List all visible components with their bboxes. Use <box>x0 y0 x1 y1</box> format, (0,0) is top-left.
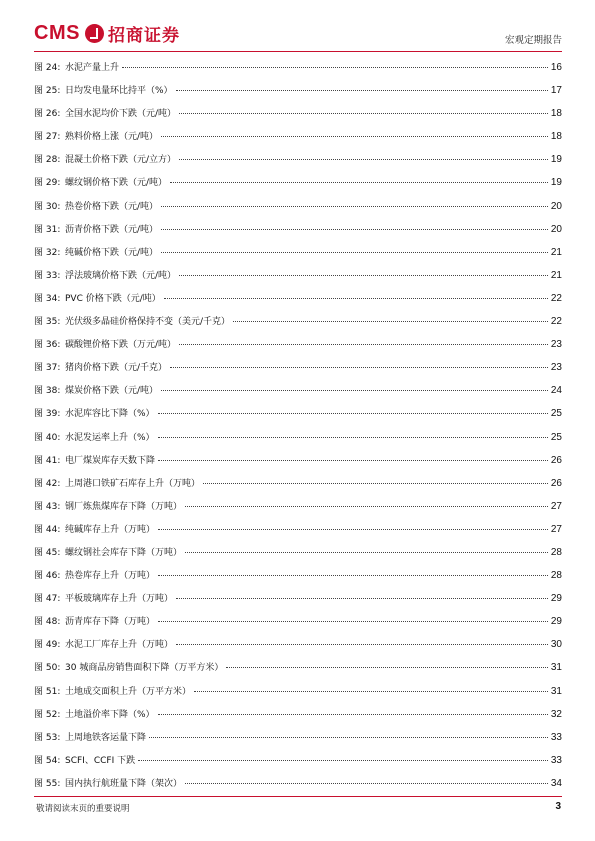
toc-page-number: 34 <box>550 777 562 789</box>
logo-chinese-name: 招商证券 <box>107 26 180 46</box>
toc-leader-dots <box>161 390 548 391</box>
toc-figure-title: 猪肉价格下跌（元/千克） <box>65 363 168 374</box>
toc-entry[interactable] <box>34 730 562 753</box>
toc-leader-dots <box>138 760 548 761</box>
toc-leader-dots <box>194 691 548 692</box>
toc-page-number: 19 <box>550 177 562 189</box>
toc-figure-number: 图 27: <box>34 132 61 143</box>
toc-page-number: 28 <box>550 570 562 582</box>
toc-leader-dots <box>158 714 548 715</box>
toc-entry[interactable] <box>34 453 562 476</box>
toc-figure-number: 图 44: <box>34 524 61 535</box>
logo-latin: CMS <box>34 22 80 44</box>
toc-figure-title: 水泥发运率上升（%） <box>65 432 155 443</box>
toc-entry[interactable] <box>34 545 562 568</box>
toc-leader-dots <box>158 460 548 461</box>
toc-leader-dots <box>176 90 548 91</box>
toc-page-number: 16 <box>550 62 562 73</box>
toc-figure-number: 图 43: <box>34 501 61 512</box>
logo-emblem-icon <box>85 24 104 43</box>
toc-figure-title: 上周港口铁矿石库存上升（万吨） <box>65 478 201 489</box>
toc-entry[interactable] <box>34 707 562 730</box>
toc-figure-number: 图 28: <box>34 155 61 166</box>
toc-figure-number: 图 36: <box>34 340 61 351</box>
toc-figure-title: 土地溢价率下降（%） <box>65 709 155 720</box>
toc-leader-dots <box>170 182 548 183</box>
toc-figure-title: 土地成交面积上升（万平方米） <box>65 686 192 697</box>
toc-figure-number: 图 25: <box>34 86 61 97</box>
toc-entry[interactable] <box>34 129 562 152</box>
footer-disclaimer: 敬请阅读末页的重要说明 <box>36 804 130 814</box>
toc-entry[interactable] <box>34 268 562 291</box>
toc-figure-title: 混凝土价格下跌（元/立方） <box>65 155 177 166</box>
toc-leader-dots <box>179 344 548 345</box>
toc-entry[interactable] <box>34 314 562 337</box>
toc-leader-dots <box>185 552 548 553</box>
report-type: 宏观定期报告 <box>504 35 562 46</box>
toc-leader-dots <box>179 113 548 114</box>
toc-figure-number: 图 51: <box>34 686 61 697</box>
toc-leader-dots <box>158 529 548 530</box>
toc-figure-number: 图 31: <box>34 224 61 235</box>
toc-figure-number: 图 55: <box>34 778 61 789</box>
toc-figure-title: 水泥库容比下降（%） <box>65 409 155 420</box>
toc-figure-number: 图 40: <box>34 432 61 443</box>
toc-page-number: 25 <box>550 408 562 420</box>
toc-entry[interactable] <box>34 522 562 545</box>
toc-leader-dots <box>161 206 548 207</box>
toc-entry[interactable] <box>34 199 562 222</box>
toc-figure-number: 图 32: <box>34 247 61 258</box>
toc-leader-dots <box>203 483 548 484</box>
toc-figure-number: 图 34: <box>34 293 61 304</box>
toc-figure-number: 图 42: <box>34 478 61 489</box>
toc-entry[interactable] <box>34 684 562 707</box>
toc-page-number: 21 <box>550 269 562 281</box>
toc-figure-number: 图 29: <box>34 178 61 189</box>
toc-figure-number: 图 53: <box>34 732 61 743</box>
toc-figure-number: 图 38: <box>34 386 61 397</box>
figure-index <box>34 60 562 799</box>
toc-page-number: 18 <box>550 131 562 143</box>
toc-entry[interactable] <box>34 83 562 106</box>
toc-page-number: 25 <box>550 431 562 443</box>
toc-leader-dots <box>185 506 548 507</box>
toc-page-number: 31 <box>550 662 562 674</box>
toc-figure-title: 煤炭价格下跌（元/吨） <box>65 386 159 397</box>
toc-figure-title: 钢厂炼焦煤库存下降（万吨） <box>65 501 183 512</box>
toc-figure-number: 图 47: <box>34 594 61 605</box>
toc-leader-dots <box>179 275 548 276</box>
toc-figure-number: 图 35: <box>34 317 61 328</box>
toc-figure-number: 图 33: <box>34 270 61 281</box>
toc-figure-title: 螺纹钢社会库存下降（万吨） <box>65 547 183 558</box>
toc-leader-dots <box>158 437 548 438</box>
toc-page-number: 23 <box>550 339 562 351</box>
toc-leader-dots <box>164 298 548 299</box>
toc-leader-dots <box>161 229 548 230</box>
toc-leader-dots <box>226 667 548 668</box>
toc-figure-title: 浮法玻璃价格下跌（元/吨） <box>65 270 177 281</box>
toc-page-number: 20 <box>550 200 562 212</box>
toc-figure-number: 图 49: <box>34 640 61 651</box>
toc-entry[interactable] <box>34 753 562 776</box>
page-number: 3 <box>555 801 561 812</box>
toc-page-number: 20 <box>550 223 562 235</box>
toc-entry[interactable] <box>34 383 562 406</box>
toc-entry[interactable] <box>34 637 562 660</box>
toc-entry[interactable] <box>34 499 562 522</box>
toc-figure-title: 热卷库存上升（万吨） <box>65 571 156 582</box>
toc-figure-title: 水泥产量上升 <box>65 63 120 73</box>
page-header <box>34 18 562 54</box>
toc-leader-dots <box>161 252 548 253</box>
toc-entry[interactable] <box>34 614 562 637</box>
toc-figure-number: 图 46: <box>34 571 61 582</box>
toc-leader-dots <box>170 367 548 368</box>
toc-figure-number: 图 52: <box>34 709 61 720</box>
toc-page-number: 21 <box>550 246 562 258</box>
toc-leader-dots <box>176 644 548 645</box>
toc-entry[interactable] <box>34 591 562 614</box>
toc-page-number: 26 <box>550 477 562 489</box>
toc-entry[interactable] <box>34 60 562 83</box>
toc-page-number: 27 <box>550 523 562 535</box>
toc-figure-title: 上周地铁客运量下降 <box>65 732 147 743</box>
toc-figure-title: 沥青库存下降（万吨） <box>65 617 156 628</box>
toc-page-number: 31 <box>550 685 562 697</box>
toc-entry[interactable] <box>34 568 562 591</box>
toc-figure-title: 沥青价格下跌（元/吨） <box>65 224 159 235</box>
toc-page-number: 32 <box>550 708 562 720</box>
toc-figure-number: 图 24: <box>34 63 61 73</box>
toc-figure-title: 螺纹钢价格下跌（元/吨） <box>65 178 168 189</box>
toc-page-number: 33 <box>550 754 562 766</box>
toc-figure-title: 全国水泥均价下跌（元/吨） <box>65 109 177 120</box>
toc-leader-dots <box>149 737 548 738</box>
toc-figure-number: 图 54: <box>34 755 61 766</box>
toc-figure-title: 光伏级多晶硅价格保持不变（美元/千克） <box>65 317 231 328</box>
header-divider <box>34 51 562 52</box>
toc-entry[interactable] <box>34 291 562 314</box>
toc-figure-title: 熟料价格上涨（元/吨） <box>65 132 159 143</box>
toc-figure-title: 国内执行航班量下降（架次） <box>65 778 183 789</box>
toc-leader-dots <box>233 321 548 322</box>
toc-page-number: 22 <box>550 292 562 304</box>
toc-figure-title: 纯碱库存上升（万吨） <box>65 524 156 535</box>
toc-entry[interactable] <box>34 106 562 129</box>
toc-page-number: 24 <box>550 385 562 397</box>
toc-leader-dots <box>158 413 548 414</box>
toc-page-number: 28 <box>550 546 562 558</box>
toc-figure-number: 图 50: <box>34 663 61 674</box>
toc-page-number: 19 <box>550 154 562 166</box>
toc-figure-title: 碳酸锂价格下跌（万元/吨） <box>65 340 177 351</box>
toc-page-number: 29 <box>550 616 562 628</box>
logo <box>34 21 180 46</box>
toc-leader-dots <box>179 159 548 160</box>
toc-page-number: 29 <box>550 593 562 605</box>
toc-figure-number: 图 41: <box>34 455 61 466</box>
toc-figure-number: 图 39: <box>34 409 61 420</box>
toc-figure-title: 热卷价格下跌（元/吨） <box>65 201 159 212</box>
toc-leader-dots <box>176 598 548 599</box>
toc-figure-number: 图 45: <box>34 547 61 558</box>
toc-entry[interactable] <box>34 337 562 360</box>
toc-page-number: 23 <box>550 362 562 374</box>
toc-figure-title: 30 城商品房销售面积下降（万平方米） <box>65 663 224 674</box>
toc-leader-dots <box>161 136 548 137</box>
toc-entry[interactable] <box>34 152 562 175</box>
toc-entry[interactable] <box>34 476 562 499</box>
toc-figure-number: 图 26: <box>34 109 61 120</box>
toc-page-number: 33 <box>550 731 562 743</box>
toc-page-number: 18 <box>550 108 562 120</box>
toc-entry[interactable] <box>34 245 562 268</box>
toc-figure-number: 图 30: <box>34 201 61 212</box>
toc-leader-dots <box>185 783 548 784</box>
footer-divider <box>34 796 562 797</box>
toc-figure-title: 日均发电量环比持平（%） <box>65 86 173 97</box>
toc-figure-title: PVC 价格下跌（元/吨） <box>65 293 161 304</box>
toc-figure-number: 图 48: <box>34 617 61 628</box>
toc-figure-title: 电厂煤炭库存天数下降 <box>65 455 156 466</box>
toc-page-number: 17 <box>550 85 562 97</box>
toc-leader-dots <box>158 621 548 622</box>
toc-entry[interactable] <box>34 175 562 198</box>
toc-entry[interactable] <box>34 406 562 429</box>
toc-figure-number: 图 37: <box>34 363 61 374</box>
toc-entry[interactable] <box>34 430 562 453</box>
toc-figure-title: 纯碱价格下跌（元/吨） <box>65 247 159 258</box>
toc-page-number: 30 <box>550 639 562 651</box>
toc-page-number: 22 <box>550 316 562 328</box>
toc-leader-dots <box>122 67 548 68</box>
toc-page-number: 27 <box>550 500 562 512</box>
toc-entry[interactable] <box>34 360 562 383</box>
toc-entry[interactable] <box>34 660 562 683</box>
toc-figure-title: SCFI、CCFI 下跌 <box>65 755 136 766</box>
toc-figure-title: 水泥工厂库存上升（万吨） <box>65 640 174 651</box>
toc-entry[interactable] <box>34 222 562 245</box>
toc-figure-title: 平板玻璃库存上升（万吨） <box>65 594 174 605</box>
toc-leader-dots <box>158 575 548 576</box>
toc-page-number: 26 <box>550 454 562 466</box>
